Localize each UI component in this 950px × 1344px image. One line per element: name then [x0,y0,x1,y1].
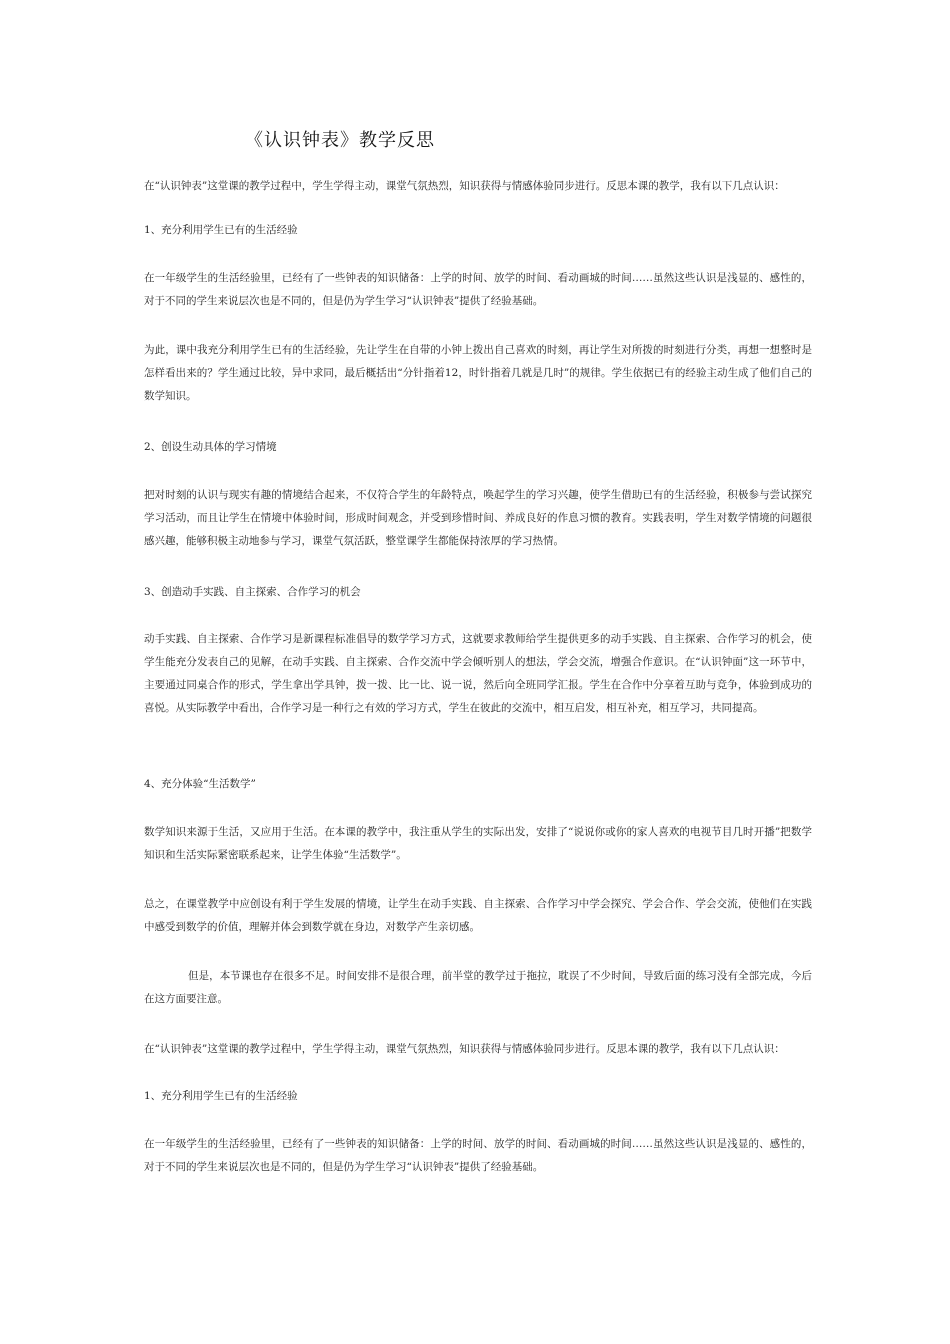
section-4-paragraph: 数学知识来源于生活，又应用于生活。在本课的教学中，我注重从学生的实际出发，安排了“说说你或你的家人喜欢的电视节目几时开播”把数学知识和生活实际紧密联系起来，让学生体验“生活数学”。 [144,826,812,861]
section-2-paragraph: 把对时刻的认识与现实有趣的情境结合起来，不仅符合学生的年龄特点，唤起学生的学习兴趣，使学生借助已有的生活经验，积极参与尝试探究学习活动，而且让学生在情境中体验时间，形成时间观念，并受到珍惜时间、养成良好的作息习惯的教育。实践表明，学生对数学情境的问题很感兴趣，能够积极主动地参与学习，课堂气氛活跃，整堂课学生都能保持浓厚的学习热情。 [144,489,812,547]
section-1-paragraph-2: 为此，课中我充分利用学生已有的生活经验，先让学生在自带的小钟上拨出自己喜欢的时刻，再让学生对所拨的时刻进行分类，再想一想整时是怎样看出来的？学生通过比较，异中求同，最后概括出“分针指着12，时针指着几就是几时”的规律。学生依据已有的经验主动生成了他们自己的数学知识。 [144,344,812,402]
intro-paragraph: 在“认识钟表”这堂课的教学过程中，学生学得主动，课堂气氛热烈，知识获得与情感体验同步进行。反思本课的教学，我有以下几点认识： [144,180,785,192]
repeated-section-heading-1: 1、充分利用学生已有的生活经验 [144,1090,298,1102]
section-heading-2: 2、创设生动具体的学习情境 [144,441,277,453]
document-title: 《认识钟表》教学反思 [245,130,435,151]
section-3-paragraph: 动手实践、自主探索、合作学习是新课程标准倡导的数学学习方式，这就要求教师给学生提供更多的动手实践、自主探索、合作学习的机会，使学生能充分发表自己的见解，在动手实践、自主探索、合作交流中学会倾听别人的想法，学会交流，增强合作意识。在“认识钟面”这一环节中，主要通过同桌合作的形式，学生拿出学具钟，拨一拨、比一比、说一说，然后向全班同学汇报。学生在合作中分享着互助与竞争，体验到成功的喜悦。从实际教学中看出，合作学习是一种行之有效的学习方式，学生在彼此的交流中，相互启发，相互补充，相互学习，共同提高。 [144,633,812,714]
summary-paragraph: 总之，在课堂教学中应创设有利于学生发展的情境，让学生在动手实践、自主探索、合作学习中学会探究、学会合作、学会交流，使他们在实践中感受到数学的价值，理解并体会到数学就在身边，对数学产生亲切感。 [144,898,812,933]
repeated-section-1-paragraph: 在一年级学生的生活经验里，已经有了一些钟表的知识储备：上学的时间、放学的时间、看动画城的时间……虽然这些认识是浅显的、感性的，对于不同的学生来说层次也是不同的，但是仍为学生学习“认识钟表”提供了经验基础。 [144,1138,812,1173]
section-heading-4: 4、充分体验“生活数学” [144,778,256,790]
shortcomings-paragraph: 但是，本节课也存在很多不足。时间安排不是很合理，前半堂的教学过于拖拉，耽误了不少时间，导致后面的练习没有全部完成，今后在这方面要注意。 [144,970,812,1005]
section-heading-1: 1、充分利用学生已有的生活经验 [144,224,298,236]
repeated-intro-paragraph: 在“认识钟表”这堂课的教学过程中，学生学得主动，课堂气氛热烈，知识获得与情感体验同步进行。反思本课的教学，我有以下几点认识： [144,1043,785,1055]
section-1-paragraph-1: 在一年级学生的生活经验里，已经有了一些钟表的知识储备：上学的时间、放学的时间、看动画城的时间……虽然这些认识是浅显的、感性的，对于不同的学生来说层次也是不同的，但是仍为学生学习“认识钟表”提供了经验基础。 [144,272,812,307]
section-heading-3: 3、创造动手实践、自主探索、合作学习的机会 [144,586,361,598]
